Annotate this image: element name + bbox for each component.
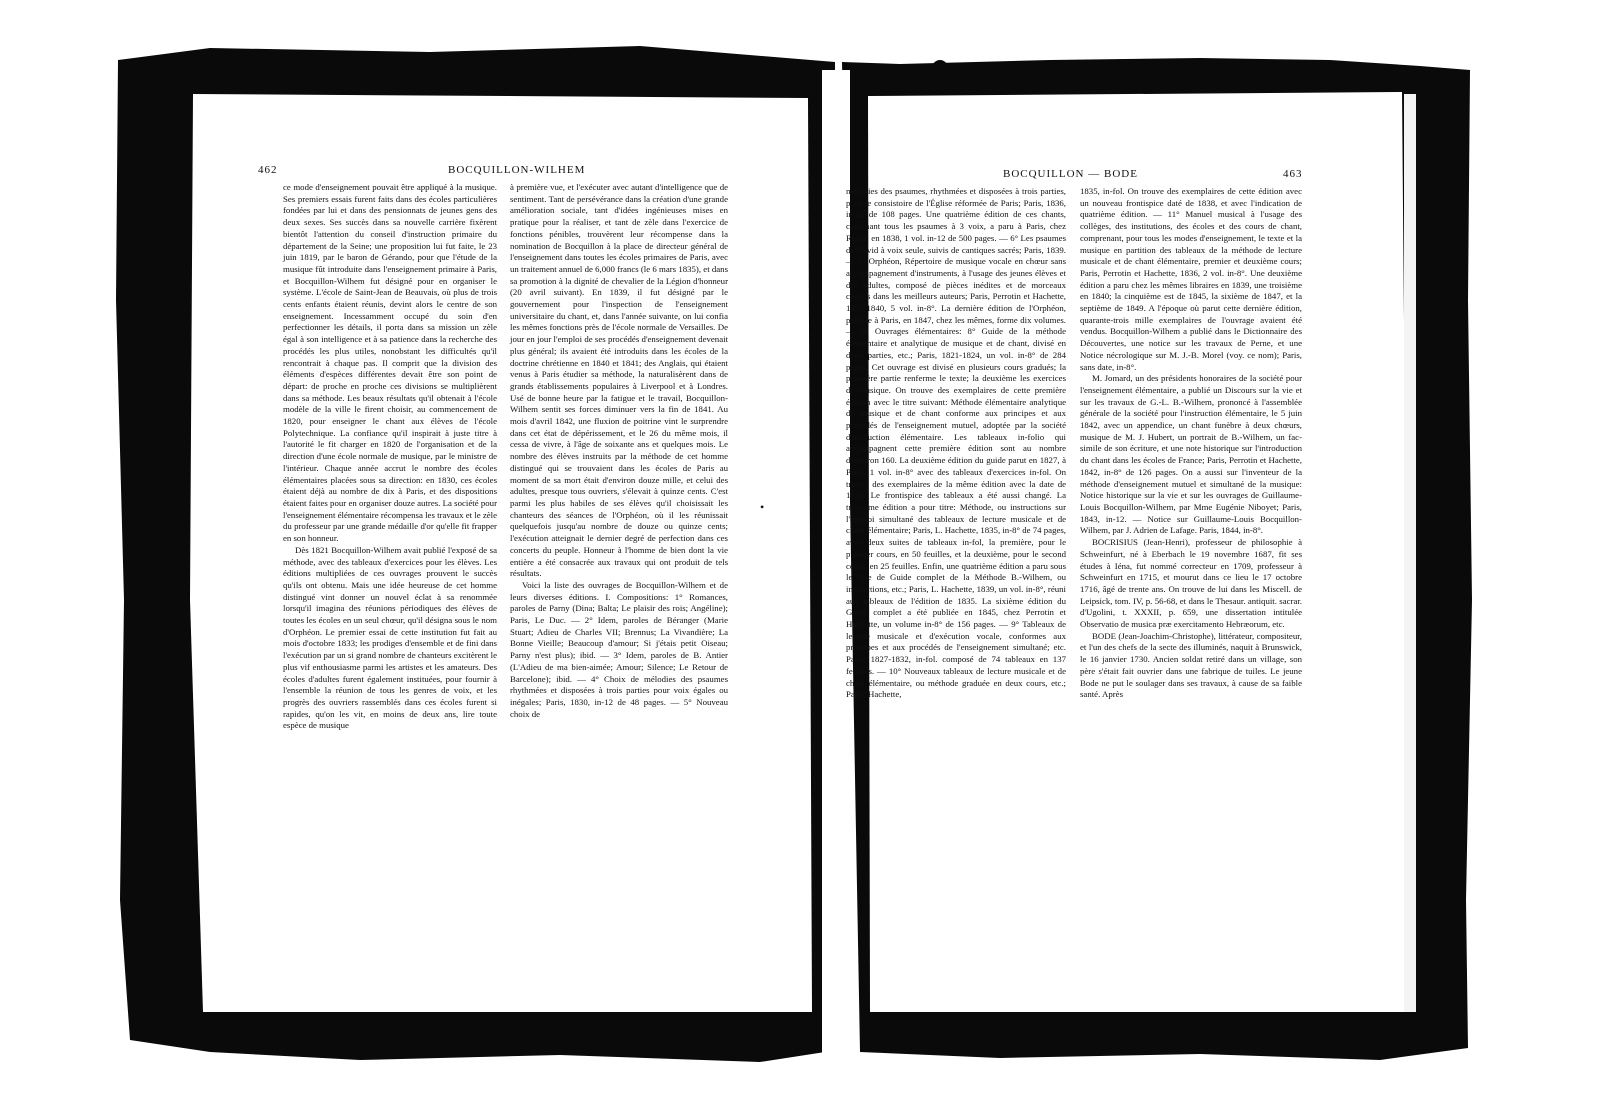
right-page-column-1 — [846, 186, 1066, 701]
left-page-number: 462 — [258, 164, 278, 176]
left-page-column-2 — [510, 182, 728, 720]
paragraph: 1835, in-fol. On trouve des exemplaires de cette édition avec un nouveau frontispice daté de 1838, et avec l'indication de quatrième édition. — 11° Manuel musical à l'usage des collèges, des institutions, des écoles et des cours de chant, comprenant, pour tous les modes d'enseignement, le texte et la musique en partition des tableaux de la méthode de lecture musicale et de chant élémentaire, premier et deuxième cours; Paris, Perrotin et Hachette, 1836, 2 vol. in-8°. Une deuxième édition a paru chez les mêmes libraires en 1839, une troisième en 1840; la cinquième est de 1845, la sixième de 1847, et la septième de 1849. A l'époque où parut cette dernière édition, quarante-trois mille exemplaires de l'ouvrage avaient été vendus. Bocquillon-Wilhem a publié dans le Dictionnaire des Découvertes, une notice sur les travaux de Perne, et une Notice nécrologique sur M. J.-B. Morel (voy. ce nom); Paris, sans date, in-8°. — [1080, 186, 1302, 372]
ink-blot — [1193, 59, 1207, 73]
right-page-column-2 — [1080, 186, 1302, 701]
paragraph: M. Jomard, un des présidents honoraires de la société pour l'enseignement élémentaire, a publié un Discours sur la vie et sur les travaux de G.-L. B.-Wilhem, prononcé à l'assemblée générale de la société pour l'instruction élémentaire, le 5 juin 1842, avec un appendice, un chant funèbre à deux chœurs, musique de M. J. Hubert, un portrait de B.-Wilhem, un fac-simile de son écriture, et une note historique sur l'introduction du chant dans les écoles de France; Paris, Perrotin et Hachette, 1842, in-8° de 126 pages. On a aussi sur l'inventeur de la méthode d'enseignement mutuel et simultané de la musique: Notice historique sur la vie et sur les ouvrages de Guillaume-Louis Bocquillon-Wilhem, par Mme Eugénie Niboyet; Paris, 1843, in-12. — Notice sur Guillaume-Louis Bocquillon-Wilhem, par J. Adrien de Lafage. Paris, 1844, in-8°. — [1080, 373, 1302, 536]
paragraph: mélodies des psaumes, rhythmées et disposées à trois parties, pour le consistoire de l'Église réformée de Paris; Paris, 1836, in-12 de 108 pages. Une quatrième édition de ces chants, contenant tous les psaumes à 3 voix, a paru à Paris, chez Risler, en 1838, 1 vol. in-12 de 500 pages. — 6° Les psaumes de David à voix seule, suivis de cantiques sacrés; Paris, 1839. — 7° Orphéon, Répertoire de musique vocale en chœur sans accompagnement d'instruments, à l'usage des jeunes élèves et des adultes, composé de pièces inédites et de morceaux choisis dans les meilleurs auteurs; Paris, Perrotin et Hachette, 1837-1840, 5 vol. in-8°. La dernière édition de l'Orphéon, publiée à Paris, en 1847, chez les mêmes, forme dix volumes. — II. Ouvrages élémentaires: 8° Guide de la méthode élémentaire et analytique de musique et de chant, divisé en deux parties, etc.; Paris, 1821-1824, un vol. in-8° de 284 pages. Cet ouvrage est divisé en plusieurs cours gradués; la première partie renferme le texte; la deuxième les exercices de musique. On trouve des exemplaires de cette première édition avec le titre suivant: Méthode élémentaire analytique de musique et de chant conforme aux principes et aux procédés de l'enseignement mutuel, adoptée par la société d'instruction élémentaire. Les tableaux in-folio qui accompagnent cette première édition sont au nombre d'environ 160. La deuxième édition du guide parut en 1827, à Paris, 1 vol. in-8° avec des tableaux d'exercices in-fol. On trouve des exemplaires de la même édition avec la date de 1832. Le frontispice des tableaux a été aussi changé. La troisième édition a pour titre: Méthode, ou instructions sur l'emploi simultané des tableaux de lecture musicale et de chant élémentaire; Paris, L. Hachette, 1835, in-8° de 74 pages, avec deux suites de tableaux in-fol, la première, pour le premier cours, en 50 feuilles, et la deuxième, pour le second cours, en 25 feuilles. Enfin, une quatrième édition a paru sous le titre de Guide complet de la Méthode B.-Wilhem, ou instructions, etc.; Paris, L. Hachette, 1839, un vol. in-8°, réuni aux tableaux de l'édition de 1835. La sixième édition du Guide complet a été publiée en 1845, chez Perrotin et Hachette, un volume in-8° de 156 pages. — 9° Tableaux de lecture musicale et d'exécution vocale, conformes aux principes et aux procédés de l'enseignement simultané; etc. Paris, 1827-1832, in-fol. composé de 74 tableaux en 137 feuilles. — 10° Nouveaux tableaux de lecture musicale et de chant élémentaire, ou méthode graduée en deux cours, etc.; Paris, Hachette, — [846, 186, 1066, 700]
ink-blot — [932, 60, 948, 76]
ink-speck: • — [760, 500, 765, 514]
right-running-head: BOCQUILLON — BODE — [1003, 168, 1138, 180]
left-running-head: BOCQUILLON-WILHEM — [448, 164, 586, 176]
paragraph: BOCRISIUS (Jean-Henri), professeur de philosophie à Schweinfurt, né à Eberbach le 19 novembre 1687, fit ses études à Iéna, fut nommé correcteur en 1709, professeur à Schweinfurt en 1715, et mourut dans ce lieu le 17 octobre 1716, âgé de trente ans. On trouve de lui dans les Miscell. de Leipsick, tom. IV, p. 56-68, et dans le Thesaur. antiquit. sacrar. d'Ugolini, t. XXXII, p. 659, une dissertation intitulée Observatio de musica præ exercitamento Hebræorum, etc. — [1080, 537, 1302, 630]
paragraph: BODE (Jean-Joachim-Christophe), littérateur, compositeur, et l'un des chefs de la secte des illuminés, naquit à Brunswick, le 16 janvier 1730. Ancien soldat retiré dans un village, son père s'était fait ouvrier dans une fabrique de tuiles. Le jeune Bode ne put le soulager dans ses travaux, à cause de sa faible santé. Après — [1080, 630, 1302, 700]
paragraph: Dès 1821 Bocquillon-Wilhem avait publié l'exposé de sa méthode, avec des tableaux d'exercices pour les élèves. Les éditions multipliées de ces ouvrages prouvent le succès qu'ils ont obtenu. Mais une idée heureuse de cet homme distingué vint donner un nouvel éclat à sa renommée lorsqu'il imagina des réunions périodiques des élèves de toutes les écoles en un seul chœur, qu'il désigna sous le nom d'Orphéon. Le premier essai de cette institution fut fait au mois d'octobre 1833; les prodiges d'ensemble et de fini dans l'exécution par un si grand nombre de chanteurs excitèrent le plus vif enthousiasme parmi les artistes et les amateurs. Des écoles d'adultes furent également instituées, pour fournir à l'ensemble la réunion de tous les genres de voix, et les progrès des ouvriers rassemblés dans ces écoles furent si rapides, qu'on les vit, en moins de deux ans, lire toute espèce de musique — [283, 544, 497, 731]
left-page-column-1 — [283, 182, 497, 732]
paragraph: à première vue, et l'exécuter avec autant d'intelligence que de sentiment. Tant de persévérance dans la création d'une grande amélioration sociale, tant d'idées ingénieuses mises en pratique pour la réaliser, et tant de zèle dans l'exercice de fonctions pénibles, trouvèrent leur récompense dans la nomination de Bocquillon à la place de directeur général de l'enseignement dans toutes les écoles primaires de Paris, avec un traitement annuel de 6,000 francs (le 6 mars 1835), et dans sa promotion à la dignité de chevalier de la Légion d'honneur (20 avril suivant). En 1839, il fut désigné par le gouvernement pour l'inspection de l'enseignement universitaire du chant, et, dans l'année suivante, on lui confia les mêmes fonctions près de l'école normale de Versailles. De jour en jour l'emploi de ses procédés d'enseignement devenait plus général; ils avaient été introduits dans les écoles de la doctrine chrétienne en 1840 et 1841; des Anglais, qui étaient venus à Paris étudier sa méthode, la naturalisèrent dans de grands établissements populaires à Liverpool et à Londres. Usé de bonne heure par la fatigue et le travail, Bocquillon-Wilhem sentit ses forces diminuer vers la fin de 1841. Au mois d'avril 1842, une fluxion de poitrine vint le surprendre dans cet état de dépérissement, et le 26 du même mois, il cessa de vivre, à l'âge de soixante ans et quelques mois. Le nombre des élèves instruits par la méthode de cet homme distingué qui se trouvaient dans les écoles de Paris au moment de sa mort était d'environ douze mille, et celui des adultes, presque tous ouvriers, s'élevait à quinze cents. C'est parmi les plus habiles de ses élèves qu'il choisissait les chanteurs des séances de l'Orphéon, où il les réunissait quelquefois jusqu'au nombre de douze ou quinze cents; l'exécution atteignait le dernier degré de perfection dans ces concerts du peuple. Honneur à l'homme de bien dont la vie entière a été consacrée aux travaux qui ont produit de tels résultats. — [510, 182, 728, 579]
page-edge-strip — [1404, 94, 1416, 1012]
paragraph: ce mode d'enseignement pouvait être appliqué à la musique. Ses premiers essais furent faits dans des écoles particulières fondées par lui et dans des pensionnats de jeunes gens des deux sexes. Ses succès dans sa nouvelle carrière fixèrent bientôt l'attention du conseil d'instruction primaire du département de la Seine; une proposition lui fut faite, le 23 juin 1819, par le baron de Gérando, pour que l'étude de la musique fût introduite dans l'enseignement primaire à Paris, et Bocquillon-Wilhem fut désigné pour en organiser le système. L'école de Saint-Jean de Beauvais, où plus de trois cents enfants étaient réunis, devint alors le centre de son enseignement. Incessamment occupé du soin d'en perfectionner les détails, il porta dans sa mission un zèle égal à son intelligence et à sa patience dans la recherche des procédés les plus utiles, nonobstant les difficultés qu'il rencontrait à chaque pas. Il comprit que la division des éléments d'espèces différentes devait être son point de départ: de proche en proche ces divisions se multiplièrent dans sa méthode. Les beaux résultats qu'il obtenait à l'école modèle de la ville le firent choisir, au commencement de 1820, pour enseigner le chant aux élèves de l'école Polytechnique. La confiance qu'il inspirait à juste titre à l'autorité le fit charger en 1820 de l'organisation et de la direction d'une école normale de musique, par le ministre de l'intérieur. Chaque année accrut le nombre des écoles élémentaires placées sous sa direction: en 1830, ces écoles étaient déjà au nombre de dix à Paris, et des dispositions étaient faites pour en organiser douze autres. La société pour l'enseignement élémentaire récompensa les travaux et le zèle du professeur par une grande médaille d'or qu'elle fit frapper en son honneur. — [283, 182, 497, 544]
right-page-number: 463 — [1283, 168, 1303, 180]
paragraph: Voici la liste des ouvrages de Bocquillon-Wilhem et de leurs diverses éditions. I. Compositions: 1° Romances, paroles de Parny (Dina; Balta; Le plaisir des rois; Angéline); Paris, Le Duc. — 2° Idem, paroles de Béranger (Marie Stuart; Adieu de Charles VII; Brennus; La Vivandière; La Bonne Vieille; Beaucoup d'amour; Si j'étais petit Oiseau; Parny n'est plus); ibid. — 3° Idem, paroles de B. Antier (L'Adieu de ma bien-aimée; Amour; Silence; Le Retour de Barcelone); ibid. — 4° Choix de mélodies des psaumes rhythmées et disposées à trois parties pour voix égales ou inégales; Paris, 1830, in-12 de 48 pages. — 5° Nouveau choix de — [510, 579, 728, 719]
